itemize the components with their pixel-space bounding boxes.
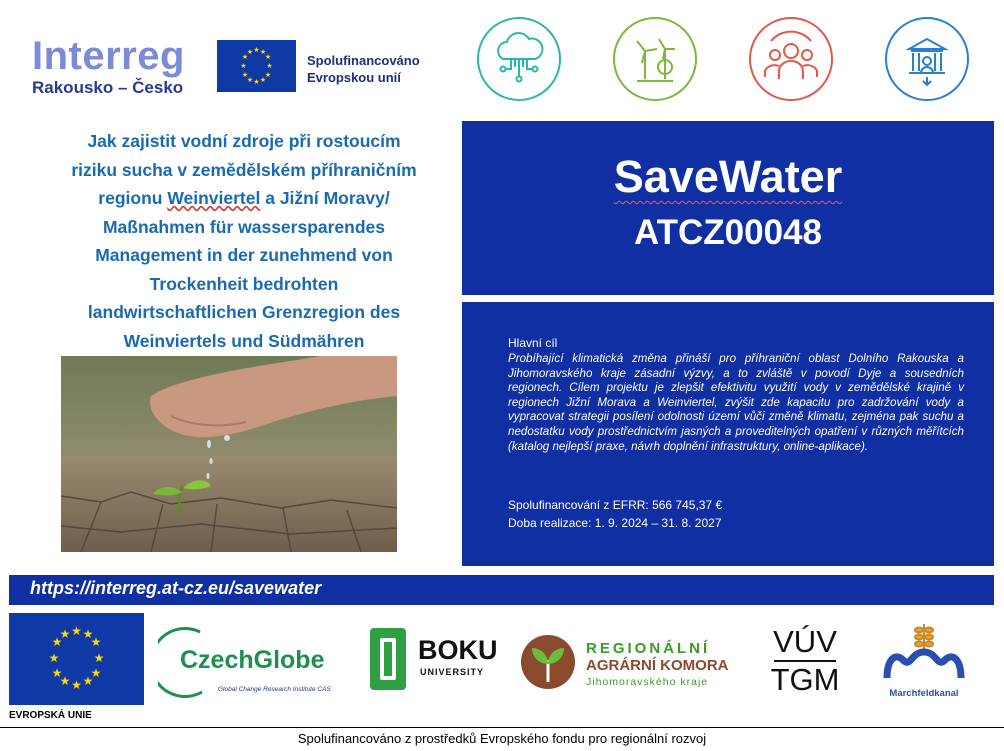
question-cz-line3-a: regionu <box>98 188 168 208</box>
svg-text:★: ★ <box>253 46 260 54</box>
interreg-region: Rakousko – Česko <box>32 78 184 97</box>
eu-flag-small-icon <box>217 40 296 92</box>
funding-amount: Spolufinancování z EFRR: 566 745,37 € <box>508 498 723 512</box>
cofinanced-line1: Spolufinancováno <box>307 53 420 68</box>
czechglobe-logo <box>158 626 348 698</box>
svg-text:★: ★ <box>253 78 260 86</box>
question-weinviertel: Weinviertel <box>167 188 261 208</box>
svg-text:★: ★ <box>90 666 102 680</box>
svg-text:★: ★ <box>259 48 267 56</box>
boku-name: BOKU <box>418 635 498 665</box>
cofinanced-line2: Evropskou unií <box>307 70 401 85</box>
water-hand-photo <box>61 356 397 552</box>
svg-text:★: ★ <box>266 62 273 70</box>
svg-text:★: ★ <box>71 678 82 692</box>
svg-text:★: ★ <box>259 76 267 84</box>
czechglobe-subtitle: Global Change Research Institute CAS <box>218 686 331 693</box>
svg-text:★: ★ <box>246 76 254 84</box>
svg-text:★: ★ <box>71 624 82 638</box>
svg-text:★: ★ <box>48 651 60 665</box>
main-goal-label: Hlavní cíl <box>508 336 558 350</box>
question-de-line5: Weinviertels und Südmähren <box>123 330 365 351</box>
svg-text:★: ★ <box>59 627 71 641</box>
main-goal-text: Probíhající klimatická změna přináší pro příhraniční oblast Dolního Rakouska a Jihomoravského kraje zásadní výzvy, a to zvláště v povodí Dyje a sousedních regionech. Cílem projektu je zlepšit efektivitu využití vody v zemědělské krajině v regionech Jižní Morava a Weinviertel, zvýšit zde kapacitu pro zadržování vody a vypracovat strategii posílení odolnosti území vůči změně klimatu, zejména pak suchu a nedostatku vody prostřednictvím jasných a proveditelných opatření v různých měřítcích (katalog nejlepší praxe, návrh doplnění infrastruktury, online-aplikace). <box>508 352 964 453</box>
interreg-logo-word: Interreg <box>32 34 185 78</box>
footer-cofinancing: Spolufinancováno z prostředků Evropského fondu pro regionální rozvoj <box>297 731 707 746</box>
boku-emblem-icon <box>370 628 406 690</box>
svg-text:★: ★ <box>93 651 105 665</box>
question-cz-line3-b: a Jižní Moravy/ <box>260 188 390 208</box>
cofinanced-text <box>307 52 420 86</box>
question-de-line2: Management in der zunehmend von <box>95 245 393 265</box>
svg-text:★: ★ <box>51 666 63 680</box>
marchfeld-emblem-icon <box>881 620 967 684</box>
svg-text:★: ★ <box>264 71 272 79</box>
rak-emblem-icon <box>520 634 576 690</box>
rak-line1: REGIONÁLNÍ <box>586 640 711 657</box>
svg-text:★: ★ <box>241 53 249 61</box>
project-name <box>462 151 994 203</box>
project-url-link[interactable]: https://interreg.at-cz.eu/savewater <box>30 578 322 598</box>
svg-text:★: ★ <box>240 62 247 70</box>
czechglobe-name: CzechGlobe <box>180 646 325 674</box>
question-cz-line1: Jak zajistit vodní zdroje při rostoucím <box>87 131 401 151</box>
vuv-line1: VÚV <box>773 624 837 659</box>
rak-line2: AGRÁRNÍ KOMORA <box>586 657 729 674</box>
svg-text:★: ★ <box>82 627 94 641</box>
rak-line3: Jihomoravského kraje <box>586 676 709 688</box>
question-de-line1: Maßnahmen für wassersparendes <box>102 216 386 237</box>
project-question <box>40 127 448 355</box>
url-bar <box>9 575 994 605</box>
eu-flag-icon <box>9 613 144 705</box>
svg-text:★: ★ <box>246 48 254 56</box>
svg-text:★: ★ <box>59 674 71 688</box>
svg-text:★: ★ <box>264 53 272 61</box>
footer-divider <box>0 727 1004 728</box>
svg-text:★: ★ <box>51 635 63 649</box>
project-name-text: SaveWater <box>613 151 843 202</box>
marchfeld-name: Marchfeldkanal <box>889 688 959 699</box>
wind-energy-icon <box>613 17 697 101</box>
svg-text:★: ★ <box>82 674 94 688</box>
project-period: Doba realizace: 1. 9. 2024 – 31. 8. 2027 <box>508 516 722 530</box>
svg-text:★: ★ <box>90 635 102 649</box>
project-title-box <box>462 121 994 295</box>
cloud-network-icon <box>477 17 561 101</box>
question-de-line4: landwirtschaftlichen Grenzregion des <box>87 302 401 322</box>
people-group-icon <box>749 17 833 101</box>
funding-details <box>508 496 722 532</box>
question-cz-line2: riziku sucha v zemědělském příhraničním <box>71 159 417 180</box>
institution-icon <box>885 17 969 101</box>
svg-text:★: ★ <box>241 71 249 79</box>
boku-subtitle: UNIVERSITY <box>420 667 485 677</box>
question-de-line3: Trockenheit bedrohten <box>149 273 339 294</box>
vuv-line2: TGM <box>770 662 840 697</box>
project-info-box <box>462 302 994 566</box>
question-cz-line3 <box>40 184 448 213</box>
project-code: ATCZ00048 <box>633 213 823 252</box>
eu-label: EVROPSKÁ UNIE <box>9 710 92 721</box>
vuv-tgm-logo <box>770 625 840 699</box>
